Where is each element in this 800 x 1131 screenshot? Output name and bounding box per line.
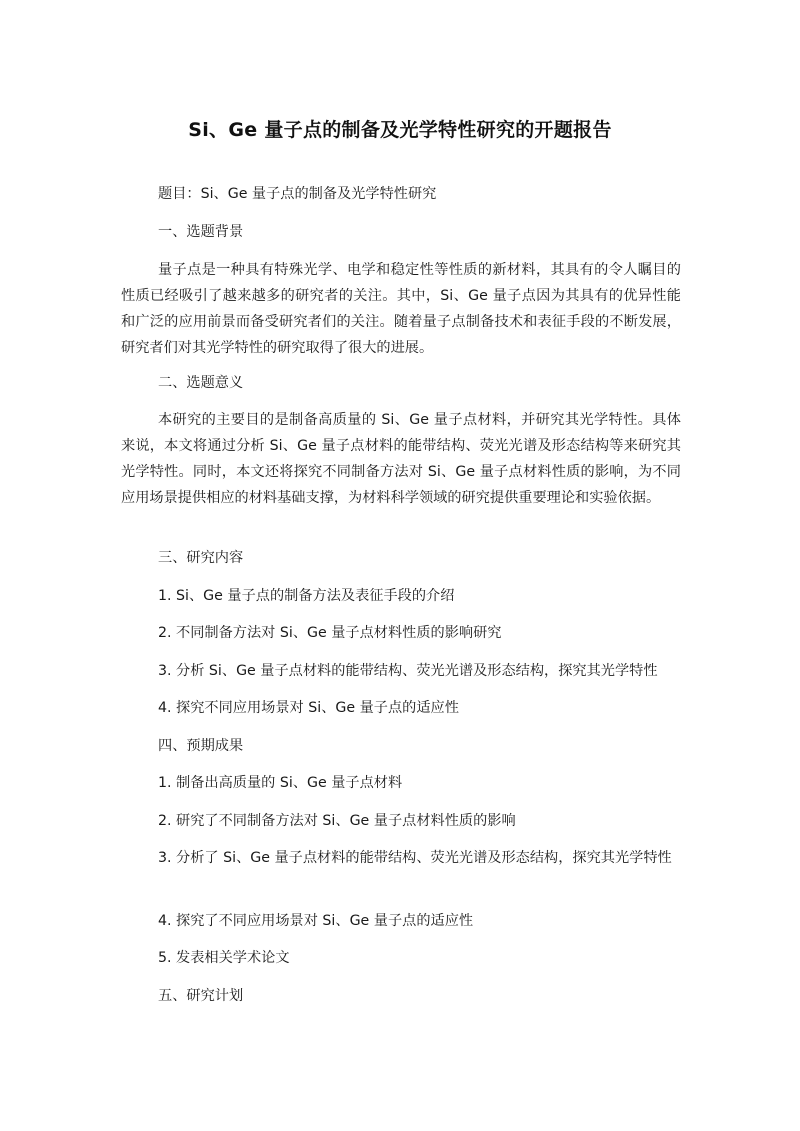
- list-item: 3. 分析 Si、Ge 量子点材料的能带结构、荧光光谱及形态结构，探究其光学特性: [158, 663, 658, 679]
- outcome-item-4: [121, 908, 681, 934]
- list-item: 2. 不同制备方法对 Si、Ge 量子点材料性质的影响研究: [158, 625, 502, 641]
- section-content: [121, 545, 681, 571]
- section-heading-outcomes: 四、预期成果: [158, 738, 244, 754]
- content-item-3: [121, 658, 681, 684]
- topic-line: 题目：Si、Ge 量子点的制备及光学特性研究: [158, 186, 437, 202]
- list-item: 3. 分析了 Si、Ge 量子点材料的能带结构、荧光光谱及形态结构，探究其光学特性: [158, 850, 672, 866]
- section-heading-plan: 五、研究计划: [158, 988, 244, 1004]
- list-item: 4. 探究不同应用场景对 Si、Ge 量子点的适应性: [158, 700, 459, 716]
- outcome-item-1: [121, 770, 681, 796]
- content-item-4: [121, 695, 681, 721]
- content-item-2: [121, 620, 681, 646]
- content-item-1: [121, 583, 681, 609]
- section-significance-body: [121, 407, 681, 511]
- significance-paragraph: 本研究的主要目的是制备高质量的 Si、Ge 量子点材料，并研究其光学特性。具体来说，本文将通过分析 Si、Ge 量子点材料的能带结构、荧光光谱及形态结构等来研究其光学特性。同时，本文还将探究不同制备方法对 Si、Ge 量子点材料性质的影响，为不同应用场景提供相应的材料基础支撑，为材料科学领域的研究提供重要理论和实验依据。: [121, 412, 681, 506]
- section-heading-significance: 二、选题意义: [158, 375, 244, 391]
- section-heading-background: 一、选题背景: [158, 224, 244, 240]
- list-item: 1. 制备出高质量的 Si、Ge 量子点材料: [158, 775, 403, 791]
- outcome-item-3: [121, 845, 681, 871]
- list-item: 4. 探究了不同应用场景对 Si、Ge 量子点的适应性: [158, 913, 474, 929]
- section-outcomes: [121, 733, 681, 759]
- outcome-item-5: [121, 945, 681, 971]
- section-background: [121, 219, 681, 245]
- section-plan: [121, 983, 681, 1009]
- list-item: 2. 研究了不同制备方法对 Si、Ge 量子点材料性质的影响: [158, 813, 516, 829]
- background-paragraph: 量子点是一种具有特殊光学、电学和稳定性等性质的新材料，其具有的令人瞩目的性质已经吸引了越来越多的研究者的关注。其中，Si、Ge 量子点因为其具有的优异性能和广泛的应用前景而备受研究者们的关注。随着量子点制备技术和表征手段的不断发展，研究者们对其光学特性的研究取得了很大的进展。: [121, 262, 681, 356]
- section-background-body: [121, 257, 681, 361]
- document-title: Si、Ge 量子点的制备及光学特性研究的开题报告: [188, 119, 612, 141]
- list-item: 1. Si、Ge 量子点的制备方法及表征手段的介绍: [158, 588, 455, 604]
- list-item: 5. 发表相关学术论文: [158, 950, 290, 966]
- topic-block: [121, 181, 681, 207]
- section-significance: [121, 370, 681, 396]
- outcome-item-2: [121, 808, 681, 834]
- section-heading-content: 三、研究内容: [158, 550, 244, 566]
